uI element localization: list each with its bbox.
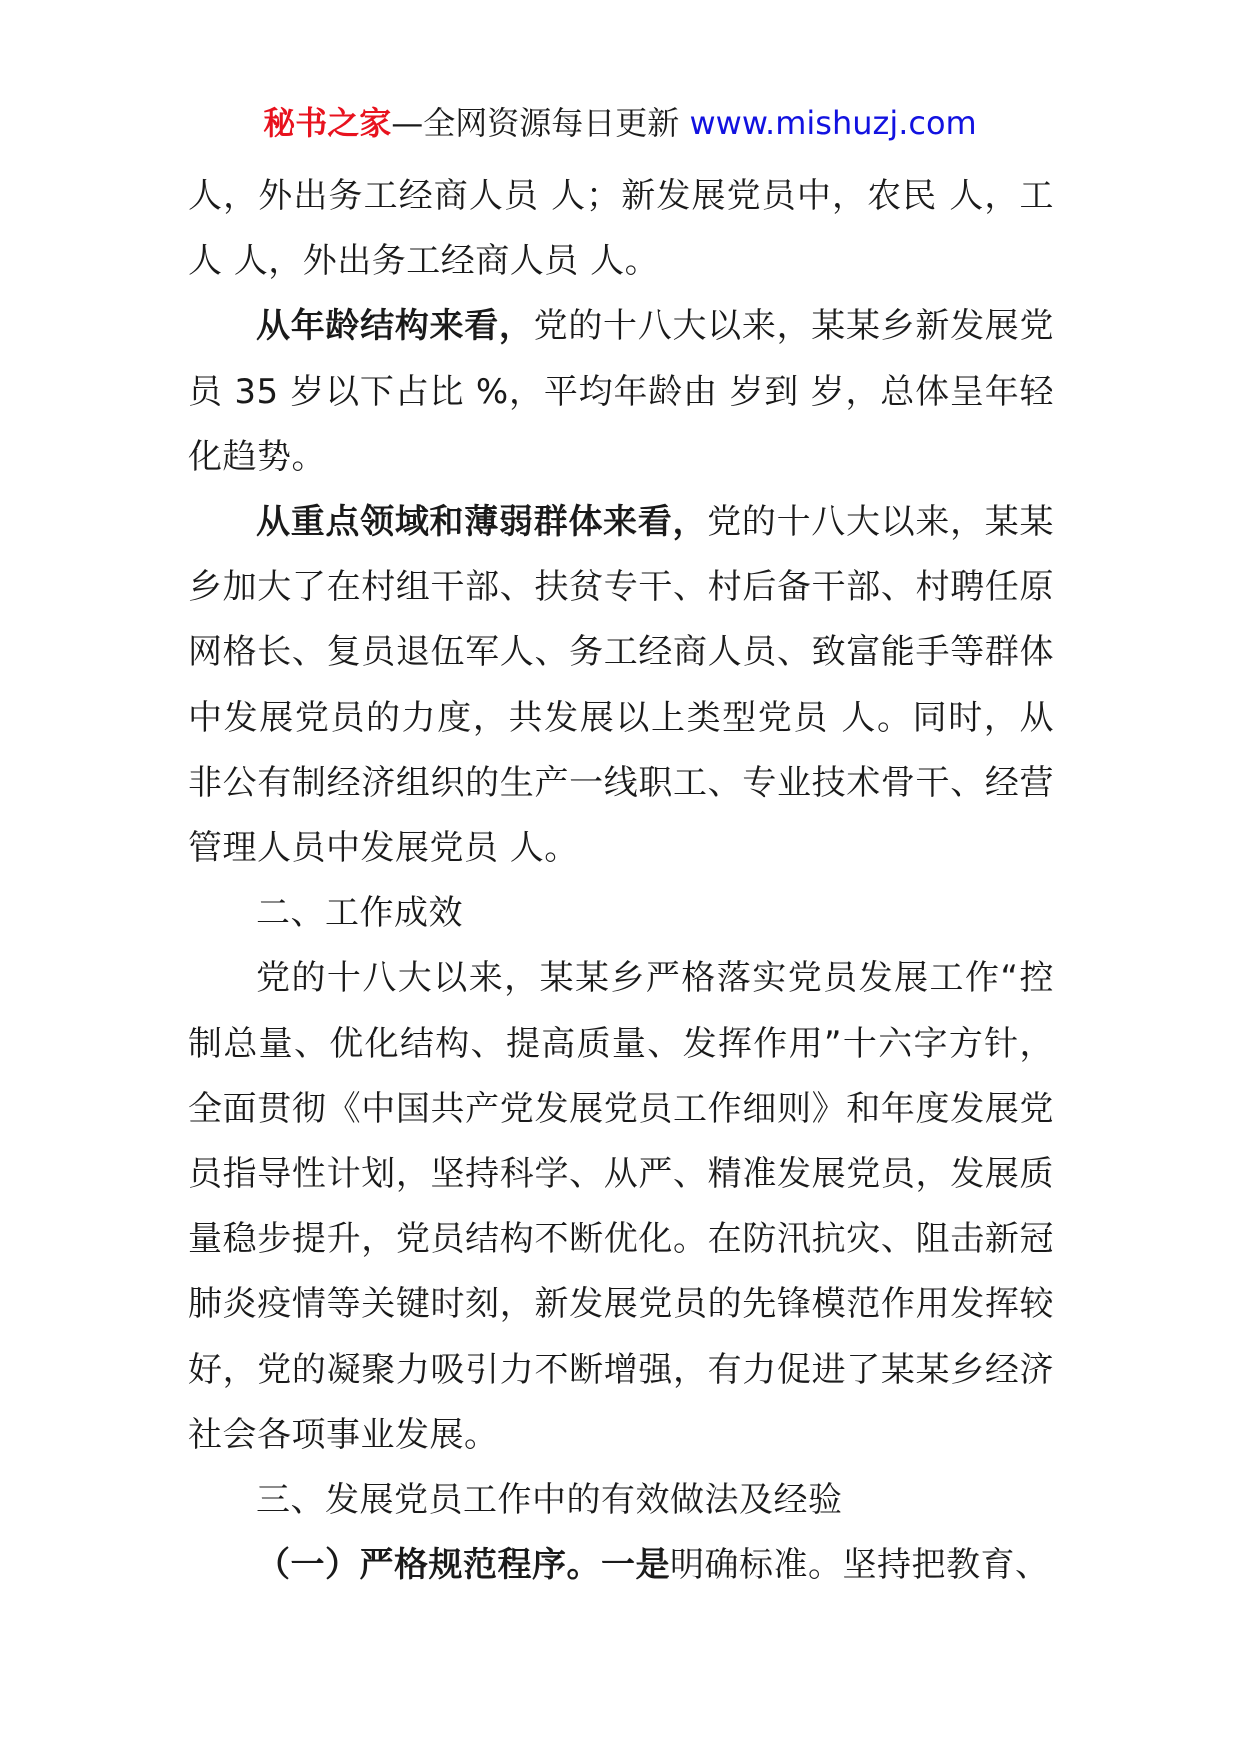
section-heading-practices: 三、发展党员工作中的有效做法及经验 (256, 1480, 843, 1521)
paragraph-age-structure (188, 294, 1054, 490)
paragraph-lead: 从年龄结构来看， (256, 306, 534, 347)
paragraph-results: 党的十八大以来，某某乡严格落实党员发展工作“控制总量、优化结构、提高质量、发挥作用”十六字方针，全面贯彻《中国共产党发展党员工作细则》和年度发展党员指导性计划，坚持科学、从严、精准发展党员，发展质量稳步提升，党员结构不断优化。在防汛抗灾、阻击新冠肺炎疫情等关键时刻，新发展党员的先锋模范作用发挥较好，党的凝聚力吸引力不断增强，有力促进了某某乡经济社会各项事业发展。 (188, 958, 1054, 1455)
paragraph-text: 明确标准。坚持把教育、 (670, 1545, 1050, 1586)
document-body (188, 164, 1054, 1598)
section-heading-results: 二、工作成效 (256, 893, 463, 934)
header-tagline: —全网资源每日更新 (391, 104, 690, 142)
paragraph-procedure (188, 1533, 1054, 1598)
website-link[interactable]: www.mishuzj.com (689, 104, 977, 142)
paragraph-text: 党的十八大以来，某某乡新发展党员 35 岁以下占比 %，平均年龄由 岁到 岁，总体呈年轻化趋势。 (188, 306, 1055, 477)
brand-name: 秘书之家 (263, 104, 392, 142)
paragraph-lead: 从重点领域和薄弱群体来看， (256, 502, 708, 543)
paragraph-continuation: 人，外出务工经商人员 人；新发展党员中，农民 人，工人 人，外出务工经商人员 人。 (188, 176, 1054, 282)
paragraph-lead: （一）严格规范程序。一是 (256, 1545, 670, 1586)
page-header (0, 100, 1240, 146)
paragraph-text: 党的十八大以来，某某乡加大了在村组干部、扶贫专干、村后备干部、村聘任原网格长、复员退伍军人、务工经商人员、致富能手等群体中发展党员的力度，共发展以上类型党员 人。同时，从非公有制经济组织的生产一线职工、专业技术骨干、经营管理人员中发展党员 人。 (188, 502, 1055, 869)
paragraph-key-areas (188, 490, 1054, 881)
